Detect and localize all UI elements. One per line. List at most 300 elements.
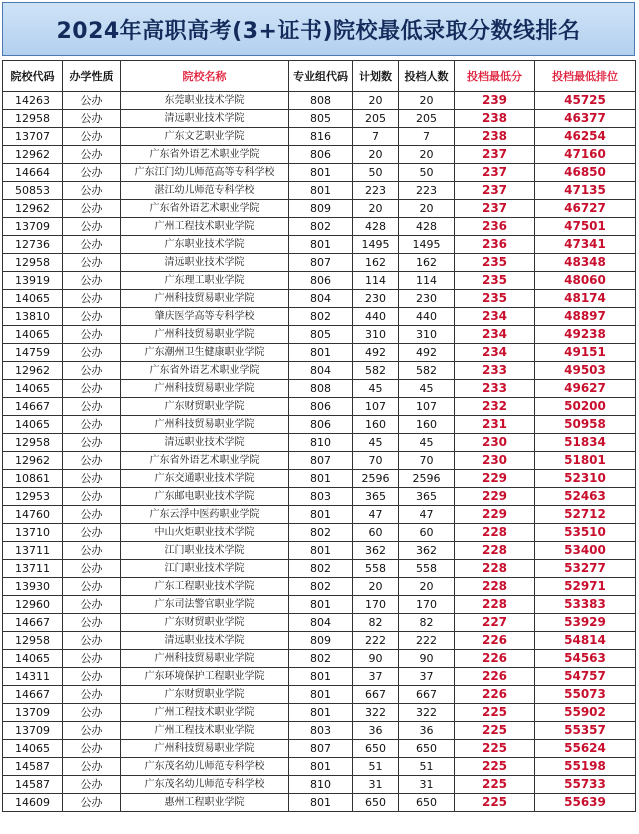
min-score-cell: 225 bbox=[455, 722, 535, 740]
col-header-plan-count: 计划数 bbox=[353, 61, 399, 92]
table-row bbox=[3, 596, 636, 614]
min-rank-cell: 55357 bbox=[535, 722, 636, 740]
admitted-count-cell: 20 bbox=[399, 146, 455, 164]
plan-count-cell: 582 bbox=[353, 362, 399, 380]
school-name-cell: 广东财贸职业学院 bbox=[121, 398, 289, 416]
school-code-cell: 14311 bbox=[3, 668, 63, 686]
school-name-cell: 广东理工职业学院 bbox=[121, 272, 289, 290]
min-rank-cell: 55073 bbox=[535, 686, 636, 704]
ownership-cell: 公办 bbox=[63, 614, 121, 632]
major-group-code-cell: 801 bbox=[289, 164, 353, 182]
school-code-cell: 14664 bbox=[3, 164, 63, 182]
table-row bbox=[3, 488, 636, 506]
col-header-major-group-code: 专业组代码 bbox=[289, 61, 353, 92]
plan-count-cell: 70 bbox=[353, 452, 399, 470]
table-row bbox=[3, 416, 636, 434]
table-row bbox=[3, 182, 636, 200]
plan-count-cell: 1495 bbox=[353, 236, 399, 254]
min-score-cell: 232 bbox=[455, 398, 535, 416]
school-name-cell: 广东省外语艺术职业学院 bbox=[121, 452, 289, 470]
major-group-code-cell: 806 bbox=[289, 272, 353, 290]
table-row bbox=[3, 380, 636, 398]
min-score-cell: 234 bbox=[455, 344, 535, 362]
min-rank-cell: 49503 bbox=[535, 362, 636, 380]
school-code-cell: 14587 bbox=[3, 758, 63, 776]
major-group-code-cell: 807 bbox=[289, 254, 353, 272]
major-group-code-cell: 801 bbox=[289, 704, 353, 722]
admitted-count-cell: 51 bbox=[399, 758, 455, 776]
school-name-cell: 肇庆医学高等专科学校 bbox=[121, 308, 289, 326]
min-rank-cell: 47341 bbox=[535, 236, 636, 254]
school-code-cell: 14065 bbox=[3, 290, 63, 308]
ownership-cell: 公办 bbox=[63, 146, 121, 164]
school-code-cell: 12962 bbox=[3, 362, 63, 380]
school-name-cell: 惠州工程职业学院 bbox=[121, 794, 289, 812]
min-score-cell: 228 bbox=[455, 578, 535, 596]
admitted-count-cell: 114 bbox=[399, 272, 455, 290]
admitted-count-cell: 7 bbox=[399, 128, 455, 146]
admitted-count-cell: 440 bbox=[399, 308, 455, 326]
min-rank-cell: 53383 bbox=[535, 596, 636, 614]
school-code-cell: 14065 bbox=[3, 326, 63, 344]
min-rank-cell: 50958 bbox=[535, 416, 636, 434]
school-name-cell: 中山火炬职业技术学院 bbox=[121, 524, 289, 542]
school-name-cell: 清远职业技术学院 bbox=[121, 110, 289, 128]
plan-count-cell: 365 bbox=[353, 488, 399, 506]
school-name-cell: 广州工程技术职业学院 bbox=[121, 722, 289, 740]
major-group-code-cell: 801 bbox=[289, 182, 353, 200]
plan-count-cell: 20 bbox=[353, 146, 399, 164]
school-name-cell: 广东司法警官职业学院 bbox=[121, 596, 289, 614]
min-rank-cell: 53400 bbox=[535, 542, 636, 560]
ownership-cell: 公办 bbox=[63, 362, 121, 380]
school-name-cell: 广东职业技术学院 bbox=[121, 236, 289, 254]
min-score-cell: 234 bbox=[455, 326, 535, 344]
major-group-code-cell: 802 bbox=[289, 218, 353, 236]
plan-count-cell: 60 bbox=[353, 524, 399, 542]
plan-count-cell: 7 bbox=[353, 128, 399, 146]
plan-count-cell: 650 bbox=[353, 794, 399, 812]
plan-count-cell: 47 bbox=[353, 506, 399, 524]
plan-count-cell: 37 bbox=[353, 668, 399, 686]
min-rank-cell: 49238 bbox=[535, 326, 636, 344]
school-name-cell: 广州科技贸易职业学院 bbox=[121, 416, 289, 434]
major-group-code-cell: 802 bbox=[289, 650, 353, 668]
table-row bbox=[3, 776, 636, 794]
table-row bbox=[3, 686, 636, 704]
admitted-count-cell: 362 bbox=[399, 542, 455, 560]
admitted-count-cell: 1495 bbox=[399, 236, 455, 254]
school-name-cell: 广州科技贸易职业学院 bbox=[121, 326, 289, 344]
plan-count-cell: 667 bbox=[353, 686, 399, 704]
school-code-cell: 12962 bbox=[3, 146, 63, 164]
min-score-cell: 229 bbox=[455, 506, 535, 524]
admitted-count-cell: 20 bbox=[399, 200, 455, 218]
ownership-cell: 公办 bbox=[63, 182, 121, 200]
ownership-cell: 公办 bbox=[63, 686, 121, 704]
ownership-cell: 公办 bbox=[63, 254, 121, 272]
school-name-cell: 广东省外语艺术职业学院 bbox=[121, 362, 289, 380]
min-score-cell: 225 bbox=[455, 704, 535, 722]
plan-count-cell: 170 bbox=[353, 596, 399, 614]
ownership-cell: 公办 bbox=[63, 704, 121, 722]
min-rank-cell: 46850 bbox=[535, 164, 636, 182]
min-rank-cell: 52712 bbox=[535, 506, 636, 524]
min-rank-cell: 47501 bbox=[535, 218, 636, 236]
ownership-cell: 公办 bbox=[63, 668, 121, 686]
table-row bbox=[3, 164, 636, 182]
major-group-code-cell: 803 bbox=[289, 488, 353, 506]
ownership-cell: 公办 bbox=[63, 200, 121, 218]
admitted-count-cell: 162 bbox=[399, 254, 455, 272]
min-score-cell: 238 bbox=[455, 128, 535, 146]
plan-count-cell: 205 bbox=[353, 110, 399, 128]
school-name-cell: 广东环境保护工程职业学院 bbox=[121, 668, 289, 686]
min-rank-cell: 52463 bbox=[535, 488, 636, 506]
plan-count-cell: 362 bbox=[353, 542, 399, 560]
plan-count-cell: 2596 bbox=[353, 470, 399, 488]
table-row bbox=[3, 326, 636, 344]
admitted-count-cell: 50 bbox=[399, 164, 455, 182]
min-rank-cell: 53277 bbox=[535, 560, 636, 578]
min-rank-cell: 54757 bbox=[535, 668, 636, 686]
table-row bbox=[3, 200, 636, 218]
ownership-cell: 公办 bbox=[63, 776, 121, 794]
min-rank-cell: 51834 bbox=[535, 434, 636, 452]
min-score-cell: 234 bbox=[455, 308, 535, 326]
table-row bbox=[3, 578, 636, 596]
admitted-count-cell: 492 bbox=[399, 344, 455, 362]
admitted-count-cell: 82 bbox=[399, 614, 455, 632]
major-group-code-cell: 801 bbox=[289, 236, 353, 254]
school-name-cell: 广东省外语艺术职业学院 bbox=[121, 200, 289, 218]
ownership-cell: 公办 bbox=[63, 218, 121, 236]
ownership-cell: 公办 bbox=[63, 506, 121, 524]
plan-count-cell: 222 bbox=[353, 632, 399, 650]
min-score-cell: 237 bbox=[455, 182, 535, 200]
admitted-count-cell: 2596 bbox=[399, 470, 455, 488]
table-row bbox=[3, 434, 636, 452]
school-name-cell: 广东财贸职业学院 bbox=[121, 614, 289, 632]
major-group-code-cell: 806 bbox=[289, 146, 353, 164]
school-code-cell: 13707 bbox=[3, 128, 63, 146]
min-rank-cell: 54563 bbox=[535, 650, 636, 668]
plan-count-cell: 160 bbox=[353, 416, 399, 434]
table-row bbox=[3, 146, 636, 164]
min-score-cell: 237 bbox=[455, 164, 535, 182]
min-score-cell: 237 bbox=[455, 146, 535, 164]
admitted-count-cell: 310 bbox=[399, 326, 455, 344]
min-score-cell: 228 bbox=[455, 524, 535, 542]
col-header-min-rank: 投档最低排位 bbox=[535, 61, 636, 92]
table-row bbox=[3, 254, 636, 272]
min-rank-cell: 50200 bbox=[535, 398, 636, 416]
ownership-cell: 公办 bbox=[63, 740, 121, 758]
table-row bbox=[3, 452, 636, 470]
ownership-cell: 公办 bbox=[63, 632, 121, 650]
ownership-cell: 公办 bbox=[63, 416, 121, 434]
ownership-cell: 公办 bbox=[63, 560, 121, 578]
school-code-cell: 13810 bbox=[3, 308, 63, 326]
ownership-cell: 公办 bbox=[63, 488, 121, 506]
major-group-code-cell: 804 bbox=[289, 290, 353, 308]
school-name-cell: 广州工程技术职业学院 bbox=[121, 704, 289, 722]
table-row bbox=[3, 110, 636, 128]
school-code-cell: 14667 bbox=[3, 614, 63, 632]
min-score-cell: 225 bbox=[455, 740, 535, 758]
admitted-count-cell: 60 bbox=[399, 524, 455, 542]
school-name-cell: 江门职业技术学院 bbox=[121, 542, 289, 560]
plan-count-cell: 20 bbox=[353, 200, 399, 218]
major-group-code-cell: 810 bbox=[289, 776, 353, 794]
ownership-cell: 公办 bbox=[63, 524, 121, 542]
major-group-code-cell: 801 bbox=[289, 470, 353, 488]
ownership-cell: 公办 bbox=[63, 236, 121, 254]
table-row bbox=[3, 290, 636, 308]
ownership-cell: 公办 bbox=[63, 344, 121, 362]
school-code-cell: 13711 bbox=[3, 542, 63, 560]
school-code-cell: 12958 bbox=[3, 632, 63, 650]
plan-count-cell: 45 bbox=[353, 380, 399, 398]
plan-count-cell: 82 bbox=[353, 614, 399, 632]
min-rank-cell: 48897 bbox=[535, 308, 636, 326]
plan-count-cell: 20 bbox=[353, 92, 399, 110]
major-group-code-cell: 802 bbox=[289, 524, 353, 542]
admitted-count-cell: 45 bbox=[399, 380, 455, 398]
min-score-cell: 231 bbox=[455, 416, 535, 434]
admitted-count-cell: 650 bbox=[399, 740, 455, 758]
major-group-code-cell: 806 bbox=[289, 416, 353, 434]
table-row bbox=[3, 470, 636, 488]
plan-count-cell: 650 bbox=[353, 740, 399, 758]
major-group-code-cell: 801 bbox=[289, 542, 353, 560]
min-rank-cell: 55902 bbox=[535, 704, 636, 722]
table-row bbox=[3, 128, 636, 146]
school-name-cell: 广东财贸职业学院 bbox=[121, 686, 289, 704]
school-code-cell: 12960 bbox=[3, 596, 63, 614]
school-code-cell: 12958 bbox=[3, 434, 63, 452]
ownership-cell: 公办 bbox=[63, 380, 121, 398]
min-score-cell: 229 bbox=[455, 470, 535, 488]
ownership-cell: 公办 bbox=[63, 794, 121, 812]
major-group-code-cell: 801 bbox=[289, 344, 353, 362]
admitted-count-cell: 558 bbox=[399, 560, 455, 578]
min-rank-cell: 52310 bbox=[535, 470, 636, 488]
major-group-code-cell: 804 bbox=[289, 362, 353, 380]
major-group-code-cell: 801 bbox=[289, 506, 353, 524]
min-score-cell: 233 bbox=[455, 362, 535, 380]
school-code-cell: 50853 bbox=[3, 182, 63, 200]
school-name-cell: 东莞职业技术学院 bbox=[121, 92, 289, 110]
school-code-cell: 12958 bbox=[3, 254, 63, 272]
min-score-cell: 225 bbox=[455, 776, 535, 794]
school-name-cell: 广东邮电职业技术学院 bbox=[121, 488, 289, 506]
school-name-cell: 广东茂名幼儿师范专科学校 bbox=[121, 776, 289, 794]
admitted-count-cell: 36 bbox=[399, 722, 455, 740]
school-name-cell: 广东茂名幼儿师范专科学校 bbox=[121, 758, 289, 776]
school-code-cell: 13919 bbox=[3, 272, 63, 290]
admitted-count-cell: 205 bbox=[399, 110, 455, 128]
min-rank-cell: 48174 bbox=[535, 290, 636, 308]
major-group-code-cell: 806 bbox=[289, 398, 353, 416]
plan-count-cell: 428 bbox=[353, 218, 399, 236]
major-group-code-cell: 807 bbox=[289, 740, 353, 758]
min-rank-cell: 46254 bbox=[535, 128, 636, 146]
major-group-code-cell: 802 bbox=[289, 560, 353, 578]
plan-count-cell: 90 bbox=[353, 650, 399, 668]
table-row bbox=[3, 668, 636, 686]
admitted-count-cell: 365 bbox=[399, 488, 455, 506]
min-rank-cell: 46727 bbox=[535, 200, 636, 218]
min-score-cell: 226 bbox=[455, 686, 535, 704]
major-group-code-cell: 802 bbox=[289, 308, 353, 326]
major-group-code-cell: 810 bbox=[289, 434, 353, 452]
min-rank-cell: 55639 bbox=[535, 794, 636, 812]
school-name-cell: 广东交通职业技术学院 bbox=[121, 470, 289, 488]
table-row bbox=[3, 794, 636, 812]
school-code-cell: 13711 bbox=[3, 560, 63, 578]
min-score-cell: 225 bbox=[455, 794, 535, 812]
admitted-count-cell: 160 bbox=[399, 416, 455, 434]
plan-count-cell: 162 bbox=[353, 254, 399, 272]
table-row bbox=[3, 722, 636, 740]
school-code-cell: 13710 bbox=[3, 524, 63, 542]
table-row bbox=[3, 272, 636, 290]
min-rank-cell: 45725 bbox=[535, 92, 636, 110]
min-score-cell: 233 bbox=[455, 380, 535, 398]
school-name-cell: 广州工程技术职业学院 bbox=[121, 218, 289, 236]
ownership-cell: 公办 bbox=[63, 326, 121, 344]
admitted-count-cell: 428 bbox=[399, 218, 455, 236]
school-name-cell: 广东云浮中医药职业学院 bbox=[121, 506, 289, 524]
school-name-cell: 广东省外语艺术职业学院 bbox=[121, 146, 289, 164]
school-code-cell: 13930 bbox=[3, 578, 63, 596]
major-group-code-cell: 808 bbox=[289, 92, 353, 110]
admitted-count-cell: 322 bbox=[399, 704, 455, 722]
admitted-count-cell: 650 bbox=[399, 794, 455, 812]
major-group-code-cell: 801 bbox=[289, 758, 353, 776]
min-score-cell: 228 bbox=[455, 542, 535, 560]
score-table bbox=[2, 60, 636, 812]
school-code-cell: 12962 bbox=[3, 452, 63, 470]
school-name-cell: 清远职业技术学院 bbox=[121, 434, 289, 452]
plan-count-cell: 322 bbox=[353, 704, 399, 722]
admitted-count-cell: 37 bbox=[399, 668, 455, 686]
min-rank-cell: 47160 bbox=[535, 146, 636, 164]
table-row bbox=[3, 542, 636, 560]
min-rank-cell: 52971 bbox=[535, 578, 636, 596]
ownership-cell: 公办 bbox=[63, 128, 121, 146]
ownership-cell: 公办 bbox=[63, 434, 121, 452]
admitted-count-cell: 223 bbox=[399, 182, 455, 200]
min-rank-cell: 55624 bbox=[535, 740, 636, 758]
admitted-count-cell: 45 bbox=[399, 434, 455, 452]
min-rank-cell: 46377 bbox=[535, 110, 636, 128]
plan-count-cell: 492 bbox=[353, 344, 399, 362]
header-row bbox=[3, 61, 636, 92]
major-group-code-cell: 801 bbox=[289, 668, 353, 686]
min-score-cell: 227 bbox=[455, 614, 535, 632]
min-score-cell: 237 bbox=[455, 200, 535, 218]
ownership-cell: 公办 bbox=[63, 596, 121, 614]
admitted-count-cell: 230 bbox=[399, 290, 455, 308]
table-row bbox=[3, 758, 636, 776]
major-group-code-cell: 807 bbox=[289, 452, 353, 470]
school-code-cell: 14609 bbox=[3, 794, 63, 812]
plan-count-cell: 114 bbox=[353, 272, 399, 290]
school-name-cell: 广州科技贸易职业学院 bbox=[121, 380, 289, 398]
major-group-code-cell: 816 bbox=[289, 128, 353, 146]
major-group-code-cell: 804 bbox=[289, 614, 353, 632]
plan-count-cell: 45 bbox=[353, 434, 399, 452]
ownership-cell: 公办 bbox=[63, 290, 121, 308]
admitted-count-cell: 90 bbox=[399, 650, 455, 668]
major-group-code-cell: 805 bbox=[289, 326, 353, 344]
plan-count-cell: 230 bbox=[353, 290, 399, 308]
admitted-count-cell: 31 bbox=[399, 776, 455, 794]
min-rank-cell: 47135 bbox=[535, 182, 636, 200]
min-rank-cell: 55198 bbox=[535, 758, 636, 776]
school-name-cell: 广东潮州卫生健康职业学院 bbox=[121, 344, 289, 362]
table-row bbox=[3, 92, 636, 110]
admitted-count-cell: 47 bbox=[399, 506, 455, 524]
school-name-cell: 清远职业技术学院 bbox=[121, 254, 289, 272]
ownership-cell: 公办 bbox=[63, 110, 121, 128]
school-code-cell: 14760 bbox=[3, 506, 63, 524]
table-row bbox=[3, 398, 636, 416]
admitted-count-cell: 107 bbox=[399, 398, 455, 416]
min-rank-cell: 53510 bbox=[535, 524, 636, 542]
ownership-cell: 公办 bbox=[63, 92, 121, 110]
plan-count-cell: 107 bbox=[353, 398, 399, 416]
admitted-count-cell: 582 bbox=[399, 362, 455, 380]
admitted-count-cell: 667 bbox=[399, 686, 455, 704]
min-score-cell: 235 bbox=[455, 272, 535, 290]
major-group-code-cell: 802 bbox=[289, 578, 353, 596]
school-code-cell: 14587 bbox=[3, 776, 63, 794]
min-rank-cell: 51801 bbox=[535, 452, 636, 470]
table-row bbox=[3, 560, 636, 578]
school-code-cell: 14065 bbox=[3, 650, 63, 668]
min-score-cell: 235 bbox=[455, 254, 535, 272]
min-score-cell: 228 bbox=[455, 596, 535, 614]
plan-count-cell: 51 bbox=[353, 758, 399, 776]
min-score-cell: 226 bbox=[455, 668, 535, 686]
admitted-count-cell: 70 bbox=[399, 452, 455, 470]
col-header-school-code: 院校代码 bbox=[3, 61, 63, 92]
table-row bbox=[3, 524, 636, 542]
major-group-code-cell: 808 bbox=[289, 380, 353, 398]
school-code-cell: 14759 bbox=[3, 344, 63, 362]
table-row bbox=[3, 650, 636, 668]
min-score-cell: 229 bbox=[455, 488, 535, 506]
plan-count-cell: 223 bbox=[353, 182, 399, 200]
plan-count-cell: 50 bbox=[353, 164, 399, 182]
ownership-cell: 公办 bbox=[63, 164, 121, 182]
plan-count-cell: 36 bbox=[353, 722, 399, 740]
ownership-cell: 公办 bbox=[63, 308, 121, 326]
page-title: 2024年高职高考(3+证书)院校最低录取分数线排名 bbox=[56, 18, 581, 44]
plan-count-cell: 440 bbox=[353, 308, 399, 326]
admitted-count-cell: 222 bbox=[399, 632, 455, 650]
col-header-school-name: 院校名称 bbox=[121, 61, 289, 92]
plan-count-cell: 558 bbox=[353, 560, 399, 578]
col-header-ownership: 办学性质 bbox=[63, 61, 121, 92]
min-rank-cell: 49151 bbox=[535, 344, 636, 362]
school-name-cell: 湛江幼儿师范专科学校 bbox=[121, 182, 289, 200]
min-score-cell: 236 bbox=[455, 236, 535, 254]
min-score-cell: 230 bbox=[455, 452, 535, 470]
